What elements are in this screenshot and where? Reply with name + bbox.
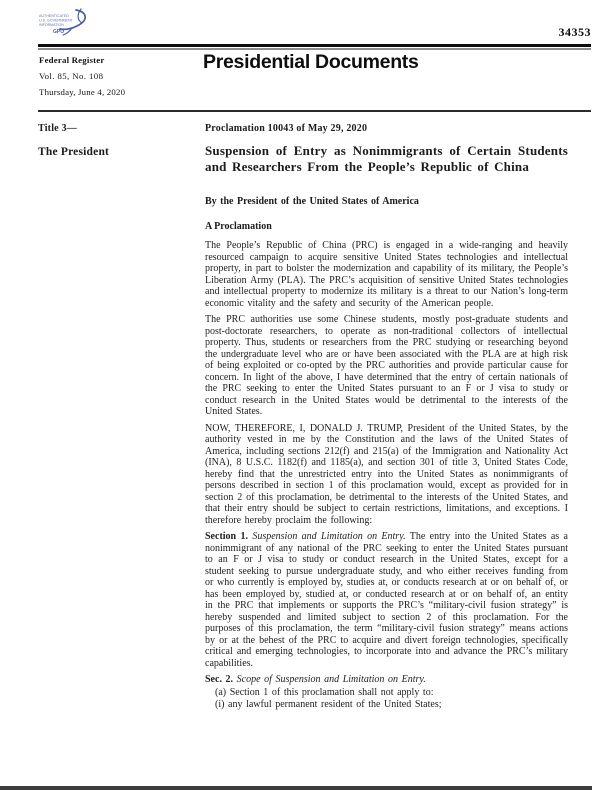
document-body — [38, 123, 568, 711]
paragraph-3: NOW, THEREFORE, I, DONALD J. TRUMP, President of the United States, by the authority vested in me by the Constitution and the laws of the United States of America, including sections 212(f) and 215(a) of the Immigration and Nationality Act (INA), 8 U.S.C. 1182(f) and 1185(a), and section 301 of title 3, United States Code, hereby find that the unrestricted entry into the United States as nonimmigrants of persons described in section 1 of this proclamation would, except as provided for in section 2 of this proclamation, be detrimental to the interests of the United States, and that their entry should be subject to certain restrictions, limitations, and exceptions. I therefore hereby proclaim the following: — [205, 422, 568, 526]
logo-line-3: INFORMATION — [39, 22, 64, 27]
logo-line-2: U.S. GOVERNMENT — [39, 18, 73, 23]
page-number: 34353 — [558, 25, 591, 39]
byline: By the President of the United States of America — [205, 196, 419, 207]
the-president-label: The President — [38, 146, 110, 158]
proclamation-column — [205, 123, 568, 711]
logo-line-1: AUTHENTICATED — [39, 14, 69, 18]
logo-gpo-label: GPO — [53, 29, 65, 35]
paragraph-1: The People’s Republic of China (PRC) is engaged in a wide-ranging and heavily resourced campaign to acquire sensitive United States technologies and intellectual property, in part to bolster the modernization and capability of its military, the People’s Liberation Army (PLA). The PRC’s acquisition of sensitive United States technologies and intellectual property to modernize its military is a threat to our Nation’s long-term economic vitality and the safety and security of the American people. — [205, 240, 568, 309]
proclamation-number-line: Proclamation 10043 of May 29, 2020 — [205, 123, 368, 134]
paragraph-2: The PRC authorities use some Chinese students, mostly post-graduate students and post-doctorate researchers, to operate as non-traditional collectors of intellectual property. Thus, students or researchers from the PRC studying or researching beyond the undergraduate level who are or have been associated with the PLA are at high risk of being exploited or co-opted by the PRC authorities and provide particular cause for concern. In light of the above, I have determined that the entry of certain nationals of the PRC seeking to enter the United States pursuant to an F or J visa to study or conduct research in the United States would be detrimental to the interests of the United States. — [205, 314, 568, 417]
section-1-body: The entry into the United States as a nonimmigrant of any national of the PRC seeking to enter the United States pursuant to an F or J visa to study or conduct research in the United States, except for a student seeking to pursue undergraduate study, and who either receives funding from or who currently is employed by, studies at, or conducts research at or on behalf of, or has been employed by, studied at, or conducted research at or on behalf of, an entity in the PRC that implements or supports the PRC’s “military-civil fusion strategy” is hereby suspended and limited subject to section 2 of this proclamation. For the purposes of this proclamation, the term “military-civil fusion strategy” means actions by or at the behest of the PRC to acquire and divert foreign technologies, specifically critical and emerging technologies, to incorporate into and advance the PRC’s military capabilities. — [205, 531, 568, 669]
section-2-label: Sec. 2. — [205, 674, 234, 685]
section-2-item-a: (a) Section 1 of this proclamation shall not apply to: — [215, 686, 434, 698]
page-title: Presidential Documents — [203, 51, 419, 73]
section-1-label: Section 1. — [205, 531, 248, 542]
title-column — [38, 123, 205, 158]
proclamation-title: Suspension of Entry as Nonimmigrants of Certain Students and Researchers From the People’s Republic of China — [205, 143, 568, 174]
section-2-title: Scope of Suspension and Limitation on Entry. — [236, 674, 426, 685]
section-1-title: Suspension and Limitation on Entry. — [252, 531, 406, 542]
page-bottom-edge — [0, 786, 592, 790]
title3-label: Title 3— — [38, 123, 77, 134]
section-2-heading — [205, 674, 568, 686]
masthead-bottom-rule — [38, 110, 591, 112]
publication-name: Federal Register — [39, 55, 105, 65]
volume-line: Vol. 85, No. 108 — [39, 71, 104, 81]
date-line: Thursday, June 4, 2020 — [39, 87, 126, 97]
gpo-authenticated-logo — [36, 8, 94, 42]
a-proclamation-heading: A Proclamation — [205, 221, 272, 232]
section-2-item-i: (i) any lawful permanent resident of the United States; — [215, 699, 442, 710]
section-1-paragraph — [205, 531, 568, 669]
header-double-rule — [38, 44, 591, 50]
